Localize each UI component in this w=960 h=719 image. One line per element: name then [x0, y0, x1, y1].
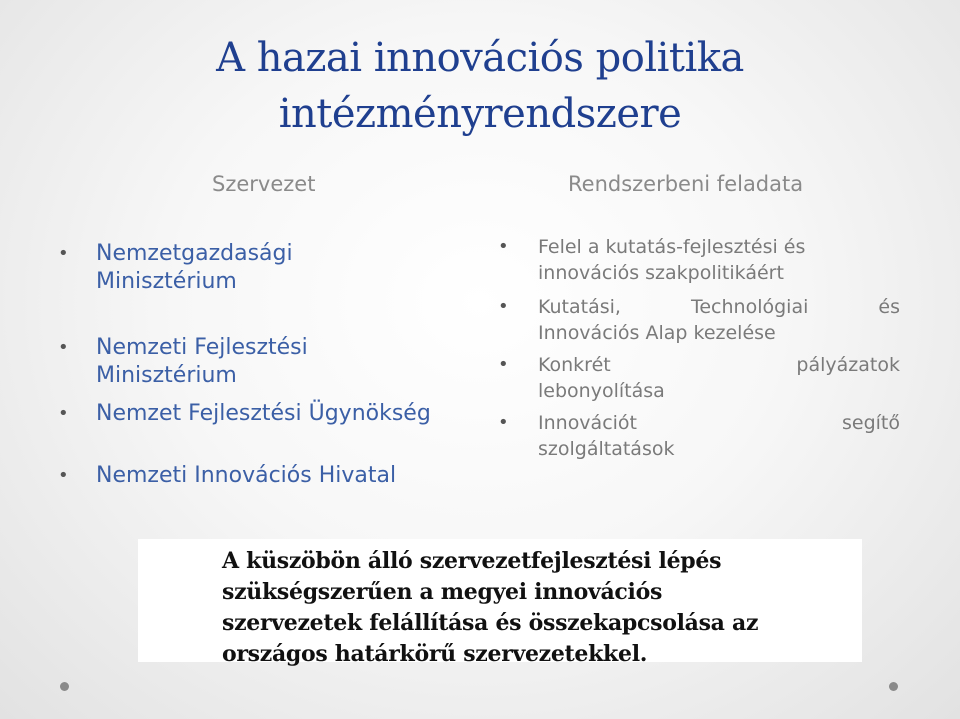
organization-name-cont: Minisztérium — [96, 363, 237, 388]
callout-line: szükségszerűen a megyei innovációs — [222, 579, 663, 605]
callout-text — [222, 546, 842, 670]
bullet-icon: • — [58, 337, 69, 358]
organization-name: Nemzet Fejlesztési Ügynökség — [96, 401, 431, 426]
task-text: Felel a kutatás-fejlesztési és — [538, 236, 806, 258]
slide-title-line-1: A hazai innovációs politika — [216, 35, 744, 81]
bullet-icon: • — [498, 296, 509, 317]
bullet-icon: • — [498, 236, 509, 257]
slide-title-line-2: intézményrendszere — [278, 91, 682, 137]
task-text-cont: lebonyolítása — [538, 380, 665, 402]
task-item — [498, 294, 900, 346]
organization-item — [58, 400, 516, 428]
callout-line: szervezetek felállítása és összekapcsolása az — [222, 610, 759, 636]
callout-line: országos határkörű szervezetekkel. — [222, 641, 648, 667]
task-text: Innovációt segítő — [538, 412, 900, 434]
bullet-icon: • — [58, 403, 69, 424]
organization-name: Nemzeti Fejlesztési — [96, 335, 308, 360]
decorative-dot-left — [60, 682, 69, 691]
bullet-icon: • — [58, 243, 69, 264]
bullet-icon: • — [58, 465, 69, 486]
task-text-cont: Innovációs Alap kezelése — [538, 322, 776, 344]
task-item — [498, 234, 900, 286]
organization-item — [58, 334, 516, 390]
task-item — [498, 352, 900, 404]
task-text: Kutatási, Technológiai és — [538, 296, 900, 318]
organization-name-cont: Minisztérium — [96, 269, 237, 294]
slide-title — [0, 30, 960, 142]
task-text-cont: szolgáltatások — [538, 438, 675, 460]
organization-name: Nemzeti Innovációs Hivatal — [96, 463, 397, 488]
organization-name: Nemzetgazdasági — [96, 241, 293, 266]
decorative-dot-right — [889, 682, 898, 691]
task-text-cont: innovációs szakpolitikáért — [538, 262, 784, 284]
task-text: Konkrét pályázatok — [538, 354, 900, 376]
organization-item — [58, 462, 516, 490]
task-item — [498, 410, 900, 462]
left-column-header: Szervezet — [212, 172, 316, 196]
bullet-icon: • — [498, 354, 509, 375]
organization-item — [58, 240, 516, 296]
callout-line: A küszöbön álló szervezetfejlesztési lépés — [222, 548, 722, 574]
right-column-header: Rendszerbeni feladata — [568, 172, 804, 196]
bullet-icon: • — [498, 412, 509, 433]
